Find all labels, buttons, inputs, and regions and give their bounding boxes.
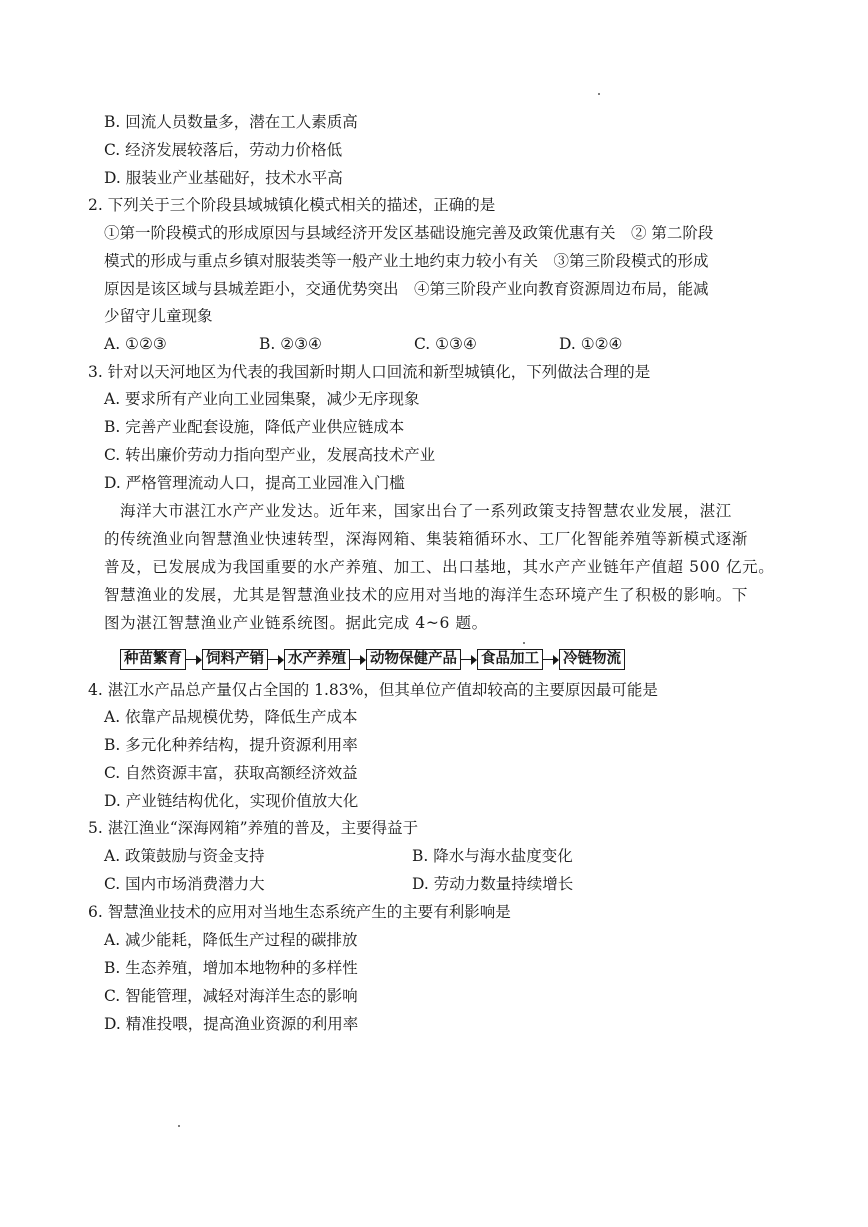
q2-option-c: C. ①③④ xyxy=(414,335,477,353)
q5-options-row-1 xyxy=(104,845,573,867)
q4-option-c: C. 自然资源丰富，获取高额经济效益 xyxy=(104,764,358,782)
chain-step-seedling: 种苗繁育 xyxy=(120,649,186,670)
q6-option-a: A. 减少能耗，降低生产过程的碳排放 xyxy=(104,931,358,949)
arrow-right-icon xyxy=(543,650,559,669)
q5-option-a: A. 政策鼓励与资金支持 xyxy=(104,847,265,865)
q4-option-b: B. 多元化种养结构，提升资源利用率 xyxy=(104,736,358,754)
arrow-right-icon xyxy=(350,650,366,669)
q5-option-d: D. 劳动力数量持续增长 xyxy=(412,875,574,893)
q4-option-a: A. 依靠产品规模优势，降低生产成本 xyxy=(104,708,358,726)
q3-option-c: C. 转出廉价劳动力指向型产业，发展高技术产业 xyxy=(104,446,436,464)
q1-option-b: B. 回流人员数量多，潜在工人素质高 xyxy=(104,113,358,131)
q3-option-d: D. 严格管理流动人口，提高工业园准入门槛 xyxy=(104,474,405,492)
q4-option-d: D. 产业链结构优化，实现价值放大化 xyxy=(104,792,359,810)
q1-option-d: D. 服装业产业基础好，技术水平高 xyxy=(104,169,343,187)
q2-statement-line-1: ①第一阶段模式的形成原因与县域经济开发区基础设施完善及政策优惠有关 ② 第二阶段 xyxy=(104,224,714,242)
q2-option-a: A. ①②③ xyxy=(104,335,167,353)
q4-stem: 4. 湛江水产品总产量仅占全国的 1.83%，但其单位产值却较高的主要原因最可能是 xyxy=(88,681,658,699)
q6-option-d: D. 精准投喂，提高渔业资源的利用率 xyxy=(104,1015,359,1033)
passage-line-1: 海洋大市湛江水产产业发达。近年来，国家出台了一系列政策支持智慧农业发展，湛江 xyxy=(120,502,732,520)
arrow-right-icon xyxy=(268,650,284,669)
q2-stem: 2. 下列关于三个阶段县域城镇化模式相关的描述，正确的是 xyxy=(88,196,496,214)
q5-options-row-2 xyxy=(104,873,573,895)
passage-line-2: 的传统渔业向智慧渔业快速转型，深海网箱、集装箱循环水、工厂化智能养殖等新模式逐渐 xyxy=(104,530,749,548)
q5-stem: 5. 湛江渔业“深海网箱”养殖的普及，主要得益于 xyxy=(88,819,419,837)
q5-option-c: C. 国内市场消费潜力大 xyxy=(104,875,265,893)
q2-option-b: B. ②③④ xyxy=(259,335,322,353)
passage-line-4: 智慧渔业的发展，尤其是智慧渔业技术的应用对当地的海洋生态环境产生了积极的影响。下 xyxy=(104,586,749,604)
industry-chain-diagram xyxy=(120,648,625,670)
q2-option-d: D. ①②④ xyxy=(559,335,623,353)
scan-dot xyxy=(178,1125,180,1127)
q2-options xyxy=(104,333,622,355)
chain-step-food-processing: 食品加工 xyxy=(477,649,543,670)
chain-step-cold-chain: 冷链物流 xyxy=(559,649,625,670)
q3-option-a: A. 要求所有产业向工业园集聚，减少无序现象 xyxy=(104,390,420,408)
q2-statement-line-3: 原因是该区域与县城差距小，交通优势突出 ④第三阶段产业向教育资源周边布局，能减 xyxy=(104,280,709,298)
q6-stem: 6. 智慧渔业技术的应用对当地生态系统产生的主要有利影响是 xyxy=(88,903,511,921)
q2-statement-line-4: 少留守儿童现象 xyxy=(104,307,213,325)
q3-stem: 3. 针对以天河地区为代表的我国新时期人口回流和新型城镇化，下列做法合理的是 xyxy=(88,363,651,381)
q3-option-b: B. 完善产业配套设施，降低产业供应链成本 xyxy=(104,418,405,436)
scan-dot xyxy=(523,642,525,644)
passage-line-3: 普及，已发展成为我国重要的水产养殖、加工、出口基地，其水产产业链年产值超 500 亿元。 xyxy=(104,558,775,576)
arrow-right-icon xyxy=(461,650,477,669)
q2-statement-line-2: 模式的形成与重点乡镇对服装类等一般产业土地约束力较小有关 ③第三阶段模式的形成 xyxy=(104,252,709,270)
q6-option-b: B. 生态养殖，增加本地物种的多样性 xyxy=(104,959,358,977)
arrow-right-icon xyxy=(186,650,202,669)
q6-option-c: C. 智能管理，减轻对海洋生态的影响 xyxy=(104,987,358,1005)
chain-step-animal-health: 动物保健产品 xyxy=(366,649,461,670)
q1-option-c: C. 经济发展较落后，劳动力价格低 xyxy=(104,141,343,159)
chain-step-aquaculture: 水产养殖 xyxy=(284,649,350,670)
chain-step-feed: 饲料产销 xyxy=(202,649,268,670)
q5-option-b: B. 降水与海水盐度变化 xyxy=(412,847,573,865)
passage-line-5: 图为湛江智慧渔业产业链系统图。据此完成 4~6 题。 xyxy=(104,614,488,632)
scan-dot xyxy=(598,93,600,95)
